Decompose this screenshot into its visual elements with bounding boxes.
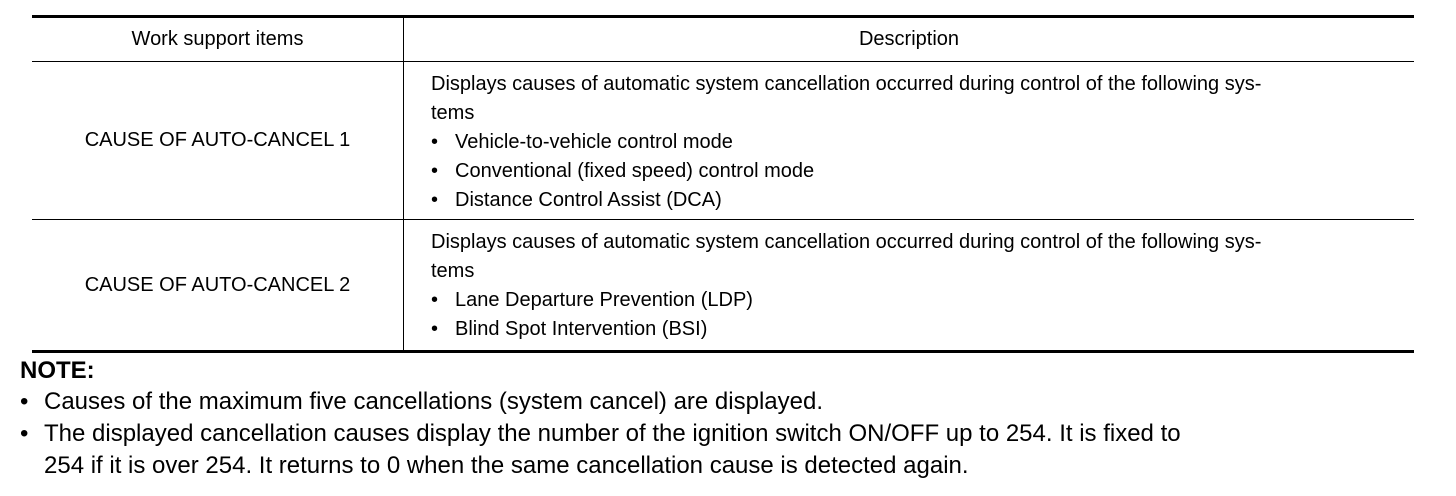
- note-title: NOTE:: [20, 357, 95, 384]
- bullet-icon: •: [20, 420, 29, 447]
- work-item-auto-cancel-2: CAUSE OF AUTO-CANCEL 2: [32, 220, 404, 350]
- bullet-icon: •: [431, 131, 439, 153]
- list-item-text: Blind Spot Intervention (BSI): [455, 318, 708, 340]
- description-text-line: tems: [431, 260, 475, 282]
- table-row: [32, 62, 1414, 220]
- bullet-icon: •: [431, 189, 439, 211]
- description-text-line: Displays causes of automatic system cancellation occurred during control of the following sys-: [431, 231, 1262, 253]
- bullet-icon: •: [431, 318, 439, 340]
- description-auto-cancel-1: [404, 62, 1414, 219]
- description-text-line: tems: [431, 102, 475, 124]
- table-row: [32, 220, 1414, 350]
- bullet-icon: •: [431, 160, 439, 182]
- note-text-line: 254 if it is over 254. It returns to 0 when the same cancellation cause is detected again.: [44, 452, 969, 479]
- list-item: [431, 186, 1388, 215]
- list-item: [431, 128, 1388, 157]
- note-section: [20, 356, 1435, 482]
- note-text: Causes of the maximum five cancellations (system cancel) are displayed.: [44, 388, 823, 415]
- bullet-icon: •: [431, 289, 439, 311]
- list-item-text: Lane Departure Prevention (LDP): [455, 289, 753, 311]
- header-work-support-items: Work support items: [32, 18, 404, 61]
- note-item: [20, 386, 1435, 418]
- list-item-text: Distance Control Assist (DCA): [455, 189, 722, 211]
- note-text: [44, 418, 1181, 482]
- list-item: [431, 315, 1388, 344]
- list-item: [431, 157, 1388, 186]
- description-text-line: Displays causes of automatic system cancellation occurred during control of the following sys-: [431, 73, 1262, 95]
- work-item-auto-cancel-1: CAUSE OF AUTO-CANCEL 1: [32, 62, 404, 219]
- note-item: [20, 418, 1435, 482]
- description-auto-cancel-2: [404, 220, 1414, 350]
- table-header-row: [32, 18, 1414, 62]
- list-item-text: Vehicle-to-vehicle control mode: [455, 131, 733, 153]
- note-text-line: The displayed cancellation causes display the number of the ignition switch ON/OFF up to 254. It is fixed to: [44, 420, 1181, 447]
- header-description: Description: [858, 28, 960, 50]
- work-support-table: [32, 15, 1414, 353]
- list-item: [431, 286, 1388, 315]
- bullet-icon: •: [20, 388, 29, 415]
- list-item-text: Conventional (fixed speed) control mode: [455, 160, 815, 182]
